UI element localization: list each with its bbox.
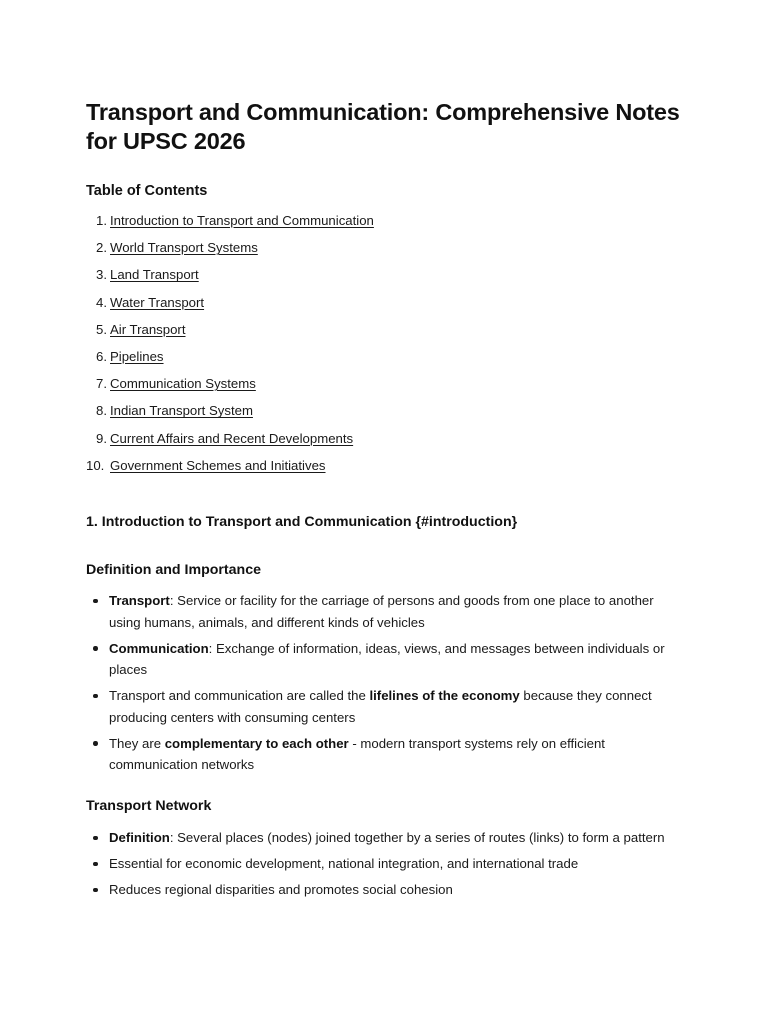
toc-link-pipelines[interactable]: Pipelines	[110, 348, 164, 364]
toc-number: 5.	[96, 321, 107, 337]
toc-number: 3.	[96, 267, 107, 283]
bullet-icon	[93, 888, 98, 893]
list-item: Transport: Service or facility for the carriage of persons and goods from one place to another using humans, animals, and different kinds of vehicles	[86, 590, 686, 633]
transport-network-list	[86, 827, 686, 905]
subheading-definition: Definition and Importance	[86, 562, 261, 578]
bullet-icon	[93, 862, 98, 867]
toc-link-land-transport[interactable]: Land Transport	[110, 267, 199, 283]
list-item: Essential for economic development, national integration, and international trade	[86, 853, 686, 875]
toc-number: 2.	[96, 240, 107, 256]
toc-number: 10.	[86, 457, 105, 473]
toc-number: 9.	[96, 430, 107, 446]
toc-number: 6.	[96, 348, 107, 364]
toc-link-communication-systems[interactable]: Communication Systems	[110, 376, 256, 392]
document-title: Transport and Communication: Comprehensive Notes for UPSC 2026	[86, 99, 680, 154]
bullet-icon	[93, 694, 98, 699]
toc-link-government-schemes[interactable]: Government Schemes and Initiatives	[110, 457, 326, 473]
toc-link-air-transport[interactable]: Air Transport	[110, 321, 186, 337]
list-item: Definition: Several places (nodes) joined together by a series of routes (links) to form a pattern	[86, 827, 686, 849]
toc-link-current-affairs[interactable]: Current Affairs and Recent Developments	[110, 430, 354, 446]
toc-number: 8.	[96, 403, 107, 419]
toc-number: 4.	[96, 294, 107, 310]
section-heading-introduction: 1. Introduction to Transport and Communication {#introduction}	[86, 514, 518, 530]
toc-number: 1.	[96, 213, 107, 228]
toc-link-world-transport[interactable]: World Transport Systems	[110, 240, 258, 256]
list-item: Communication: Exchange of information, ideas, views, and messages between individuals or places	[86, 638, 686, 681]
toc-link-water-transport[interactable]: Water Transport	[110, 294, 205, 310]
list-item: Reduces regional disparities and promotes social cohesion	[86, 879, 686, 901]
definition-list	[86, 590, 686, 780]
toc-link-introduction[interactable]: Introduction to Transport and Communication	[110, 213, 374, 228]
bullet-icon	[93, 741, 98, 746]
list-item: Transport and communication are called the lifelines of the economy because they connect producing centers with consuming centers	[86, 685, 686, 728]
toc-heading: Table of Contents	[86, 183, 208, 199]
bullet-icon	[93, 646, 98, 651]
subheading-transport-network: Transport Network	[86, 798, 212, 814]
bullet-icon	[93, 599, 98, 604]
toc-number: 7.	[96, 376, 107, 392]
bullet-icon	[93, 836, 98, 841]
list-item: They are complementary to each other - modern transport systems rely on efficient communication networks	[86, 733, 686, 776]
toc-link-indian-transport[interactable]: Indian Transport System	[110, 403, 253, 419]
